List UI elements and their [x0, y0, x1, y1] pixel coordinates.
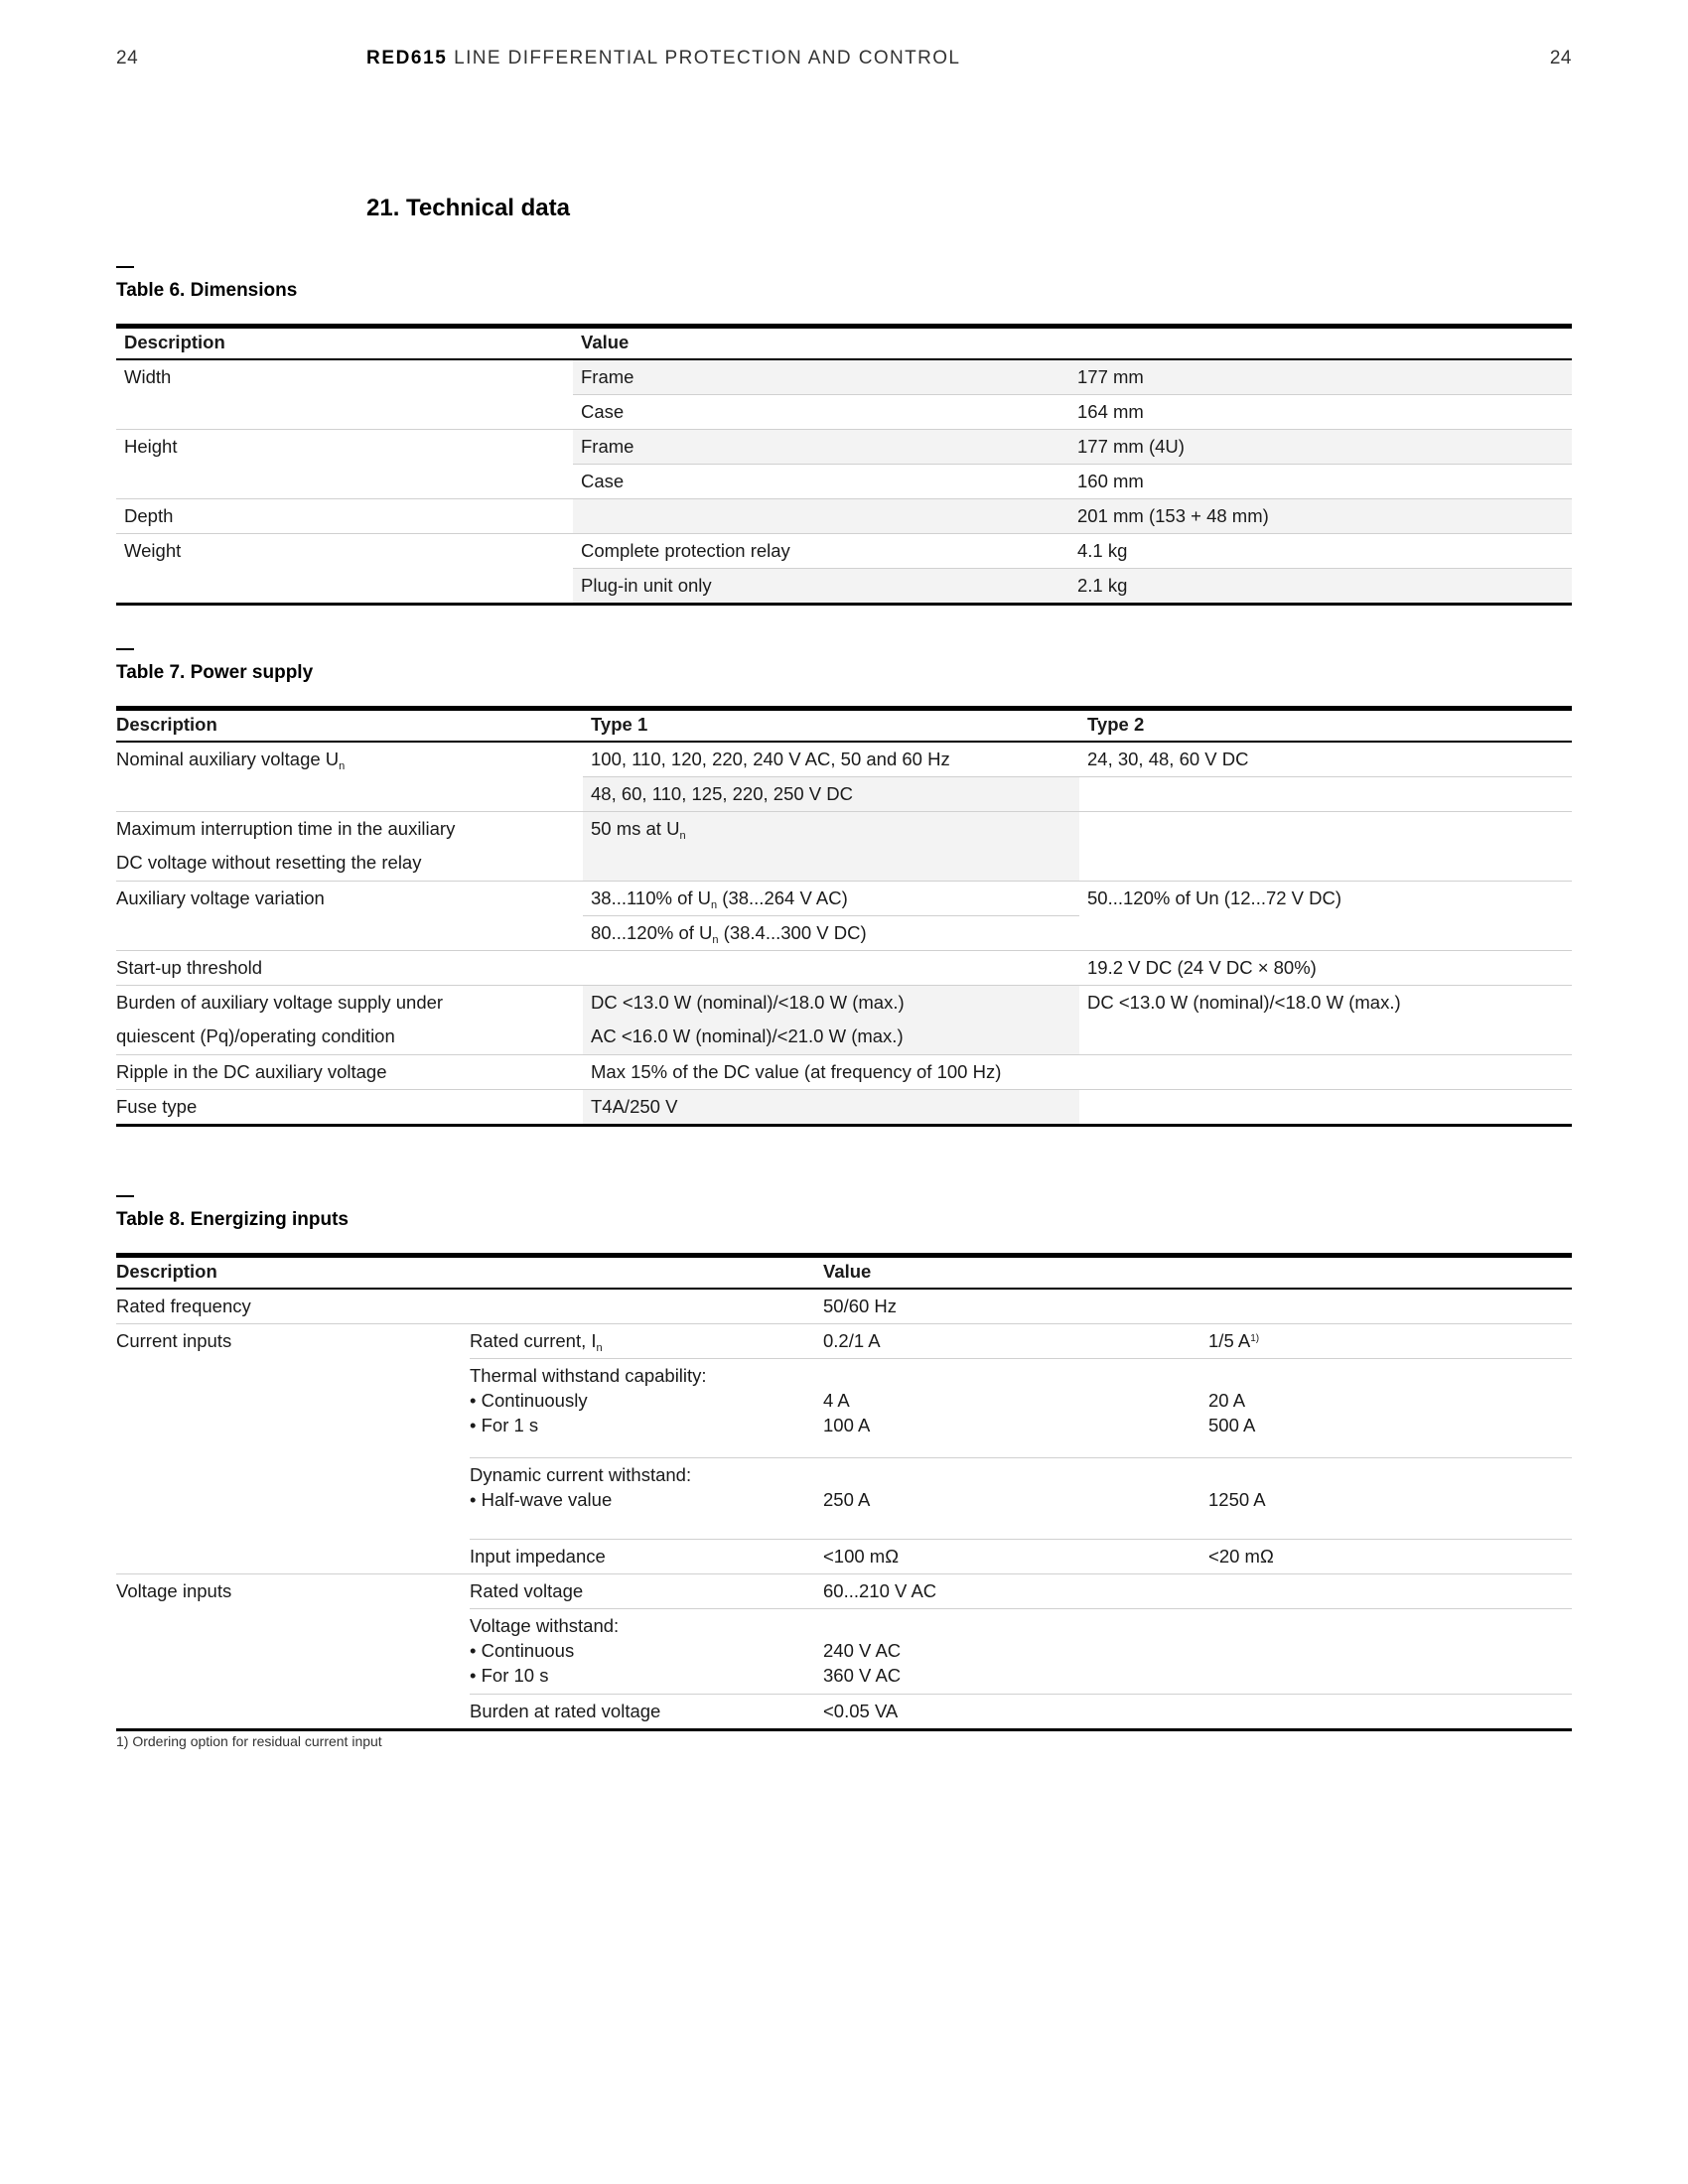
cell: Frame — [573, 359, 1069, 395]
table-row — [116, 951, 1572, 986]
spacer — [470, 1437, 817, 1451]
table-row — [116, 534, 1572, 569]
col-header-spacer — [1208, 1256, 1572, 1290]
text-line: Dynamic current withstand: — [470, 1464, 692, 1485]
row-label: Ripple in the DC auxiliary voltage — [116, 1055, 583, 1090]
caption-dash — [116, 266, 134, 268]
table-row — [116, 986, 1572, 1055]
product-name: RED615 — [366, 48, 448, 68]
label-text: Nominal auxiliary voltage U — [116, 749, 340, 769]
table-row — [116, 499, 1572, 534]
table-row — [116, 430, 1572, 465]
row-label: Start-up threshold — [116, 951, 583, 986]
col-header-description: Description — [116, 709, 583, 743]
cell: Complete protection relay — [573, 534, 1069, 569]
cell: Rated voltage — [470, 1574, 823, 1609]
cell — [583, 812, 1079, 882]
table-caption: Table 7. Power supply — [116, 662, 314, 683]
table-caption: Table 8. Energizing inputs — [116, 1209, 350, 1230]
cell: Input impedance — [470, 1540, 823, 1574]
text-line: 360 V AC — [823, 1665, 902, 1686]
cell: Frame — [573, 430, 1069, 465]
cell: 201 mm (153 + 48 mm) — [1069, 499, 1572, 534]
cell — [573, 499, 1069, 534]
page-number-left: 24 — [116, 48, 139, 68]
cell — [1079, 1090, 1572, 1126]
text-line: 100 A — [823, 1415, 871, 1435]
cell: <20 mΩ — [1208, 1540, 1572, 1574]
table-row — [116, 882, 1572, 916]
cell: 160 mm — [1069, 465, 1572, 499]
spacer — [823, 1462, 1202, 1487]
subscript: n — [712, 934, 719, 946]
table-dimensions — [116, 266, 1572, 606]
row-label: Rated frequency — [116, 1289, 823, 1324]
cell: Burden at rated voltage — [470, 1695, 823, 1730]
value-text: 80...120% of U — [591, 922, 713, 943]
row-label — [116, 742, 583, 812]
cell: Plug-in unit only — [573, 569, 1069, 605]
table-energizing-inputs — [116, 1195, 1572, 1731]
subscript: n — [339, 760, 346, 772]
document-title: LINE DIFFERENTIAL PROTECTION AND CONTROL — [454, 48, 961, 68]
label-line: DC voltage without resetting the relay — [116, 852, 422, 873]
row-label — [116, 986, 583, 1055]
value-line: DC <13.0 W (nominal)/<18.0 W (max.) — [591, 992, 905, 1013]
cell — [823, 1359, 1208, 1458]
text-line: • Half-wave value — [470, 1489, 613, 1510]
caption-dash — [116, 1195, 134, 1197]
cell: 19.2 V DC (24 V DC × 80%) — [1079, 951, 1572, 986]
spacer — [470, 1512, 817, 1533]
col-header-description: Description — [116, 327, 573, 360]
table-row — [116, 812, 1572, 882]
table-row — [116, 1055, 1572, 1090]
subscript: n — [679, 830, 686, 842]
footnote: 1) Ordering option for residual current input — [116, 1733, 382, 1749]
cell — [470, 1324, 823, 1359]
spacer — [1208, 1363, 1566, 1388]
table-caption: Table 6. Dimensions — [116, 280, 298, 301]
text-line: Voltage withstand: — [470, 1615, 620, 1636]
caption-dash — [116, 648, 134, 650]
spacer — [823, 1613, 1202, 1638]
row-label: Weight — [116, 534, 573, 605]
cell: 48, 60, 110, 125, 220, 250 V DC — [583, 777, 1079, 812]
value-text: (38...264 V AC) — [717, 887, 848, 908]
cell — [583, 986, 1079, 1055]
cell — [470, 1609, 823, 1695]
cell — [1208, 1609, 1572, 1695]
cell: 0.2/1 A — [823, 1324, 1208, 1359]
table-row — [116, 1289, 1572, 1324]
text-line: • Continuous — [470, 1640, 575, 1661]
energizing-inputs-table — [116, 1253, 1572, 1731]
cell — [1208, 1695, 1572, 1730]
cell — [823, 1609, 1208, 1695]
cell: <0.05 VA — [823, 1695, 1208, 1730]
text-line: • Continuously — [470, 1390, 588, 1411]
cell — [1208, 1359, 1572, 1458]
text-line: • For 1 s — [470, 1415, 539, 1435]
cell — [1208, 1289, 1572, 1324]
col-header-value: Value — [573, 327, 1572, 360]
table-power-supply — [116, 648, 1572, 1127]
label-line: Maximum interruption time in the auxiliary — [116, 818, 456, 839]
text-line: • For 10 s — [470, 1665, 549, 1686]
table-row — [116, 359, 1572, 395]
cell: 177 mm (4U) — [1069, 430, 1572, 465]
cell: Max 15% of the DC value (at frequency of 100 Hz) — [583, 1055, 1079, 1090]
power-supply-table — [116, 706, 1572, 1127]
spacer — [1208, 1462, 1566, 1487]
cell: DC <13.0 W (nominal)/<18.0 W (max.) — [1079, 986, 1572, 1055]
page-number-right: 24 — [1549, 48, 1572, 68]
cell — [583, 951, 1079, 986]
row-label: Height — [116, 430, 573, 499]
cell — [823, 1458, 1208, 1540]
cell — [583, 916, 1079, 951]
running-header — [366, 48, 960, 69]
row-label — [116, 812, 583, 882]
cell: T4A/250 V — [583, 1090, 1079, 1126]
col-header-description — [116, 1256, 1208, 1290]
cell — [470, 1359, 823, 1458]
cell — [1208, 1574, 1572, 1609]
col-header-type2: Type 2 — [1079, 709, 1572, 743]
cell: 50...120% of Un (12...72 V DC) — [1079, 882, 1572, 951]
row-label: Voltage inputs — [116, 1574, 470, 1730]
cell: <100 mΩ — [823, 1540, 1208, 1574]
text-line: 500 A — [1208, 1415, 1256, 1435]
text-line: Thermal withstand capability: — [470, 1365, 707, 1386]
value-text: 1/5 A — [1208, 1330, 1251, 1351]
col-header-type1: Type 1 — [583, 709, 1079, 743]
cell: 177 mm — [1069, 359, 1572, 395]
row-label: Auxiliary voltage variation — [116, 882, 583, 951]
table-row — [116, 742, 1572, 777]
cell — [1079, 812, 1572, 882]
row-label: Width — [116, 359, 573, 430]
cell — [1208, 1458, 1572, 1540]
footnote-ref: 1) — [1250, 1333, 1260, 1344]
text-line: 250 A — [823, 1489, 871, 1510]
cell: Case — [573, 465, 1069, 499]
value-text: Rated current, I — [470, 1330, 597, 1351]
text-line: 240 V AC — [823, 1640, 902, 1661]
value-text: (38.4...300 V DC) — [718, 922, 867, 943]
row-label: Fuse type — [116, 1090, 583, 1126]
table-row — [116, 1324, 1572, 1359]
cell — [1208, 1324, 1572, 1359]
cell — [1079, 1055, 1572, 1090]
section-title: 21. Technical data — [366, 195, 570, 221]
cell — [470, 1458, 823, 1540]
subscript: n — [596, 1342, 603, 1354]
row-label: Depth — [116, 499, 573, 534]
label-line: Burden of auxiliary voltage supply under — [116, 992, 444, 1013]
text-line: 1250 A — [1208, 1489, 1266, 1510]
subscript: n — [711, 899, 718, 911]
cell: 164 mm — [1069, 395, 1572, 430]
cell: 24, 30, 48, 60 V DC — [1079, 742, 1572, 777]
value-text: 38...110% of U — [591, 887, 712, 908]
cell — [583, 882, 1079, 916]
table-row — [116, 1574, 1572, 1609]
value-line: AC <16.0 W (nominal)/<21.0 W (max.) — [591, 1025, 904, 1046]
spacer — [823, 1363, 1202, 1388]
cell: 100, 110, 120, 220, 240 V AC, 50 and 60 Hz — [583, 742, 1079, 777]
cell: 2.1 kg — [1069, 569, 1572, 605]
col-header-value: Value — [823, 1261, 872, 1282]
row-label: Current inputs — [116, 1324, 470, 1574]
cell: Case — [573, 395, 1069, 430]
text-line: 20 A — [1208, 1390, 1246, 1411]
text-line: 4 A — [823, 1390, 850, 1411]
header-text: Description — [116, 1261, 217, 1282]
cell: 50/60 Hz — [823, 1289, 1208, 1324]
value-text: 50 ms at U — [591, 818, 680, 839]
cell — [1079, 777, 1572, 812]
label-line: quiescent (Pq)/operating condition — [116, 1025, 395, 1046]
cell: 4.1 kg — [1069, 534, 1572, 569]
table-row — [116, 1090, 1572, 1126]
dimensions-table — [116, 324, 1572, 606]
cell: 60...210 V AC — [823, 1574, 1208, 1609]
